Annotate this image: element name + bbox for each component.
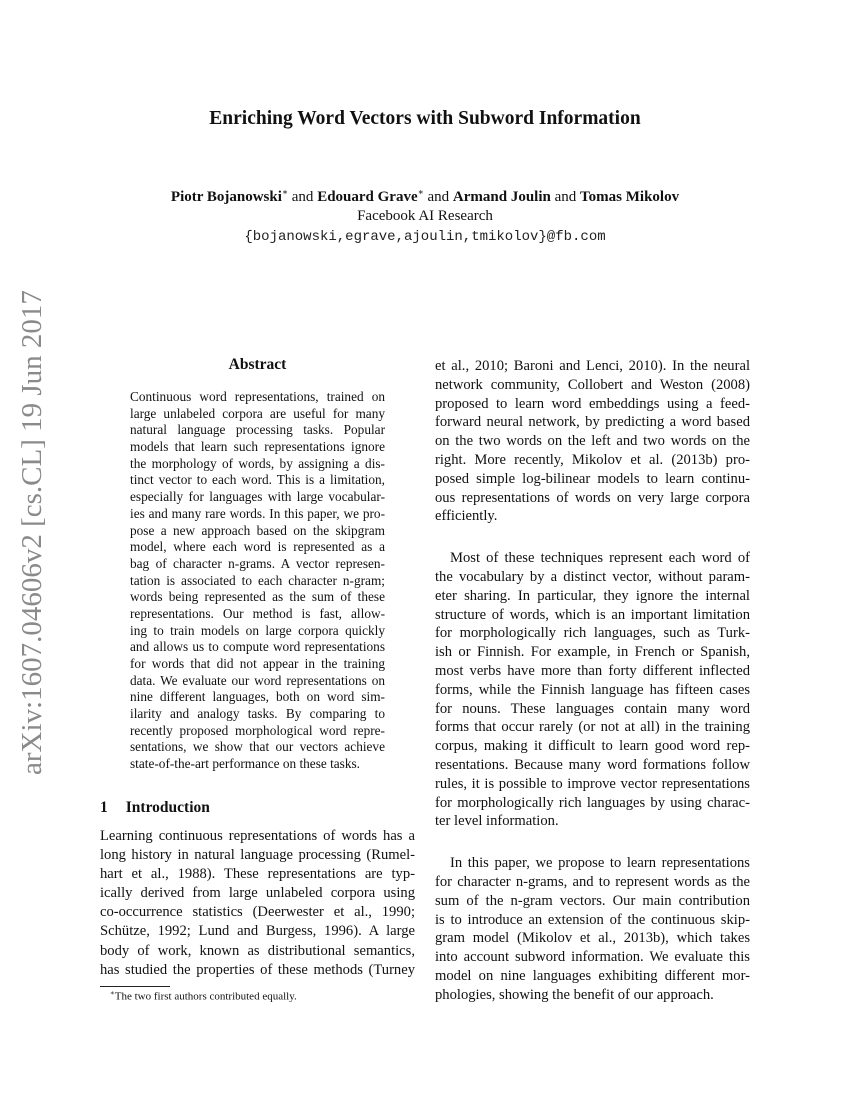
- author-name: Tomas Mikolov: [580, 189, 680, 205]
- text-line: the vocabulary by a distinct vector, without param-: [435, 568, 750, 585]
- text-line: In this paper, we propose to learn representations: [450, 855, 750, 872]
- text-line: into account subword information. We evaluate this: [435, 949, 750, 966]
- text-line: long history in natural language processing (Rumel-: [100, 847, 415, 864]
- text-line: rules, it is possible to improve vector representations: [435, 775, 750, 792]
- text-line: nine different languages, both on word sim-: [130, 689, 385, 705]
- text-line: ter level information.: [435, 813, 559, 830]
- text-line: pose a new approach based on the skipgram: [130, 522, 385, 538]
- text-line: ically derived from large unlabeled corpora using: [100, 885, 415, 902]
- text-line: for character n-grams, and to represent words as the: [435, 873, 750, 890]
- text-line: structure of words, which is an important limitation: [435, 606, 750, 623]
- text-line: hart et al., 1988). These representations are typ-: [100, 866, 415, 883]
- abstract-body: [130, 389, 385, 773]
- text-line: tinct vector to each word. This is a limitation,: [130, 472, 385, 488]
- right-column: [435, 357, 750, 1005]
- text-line: for morphologically rich languages by using charac-: [435, 794, 750, 811]
- text-line: for nouns. These languages contain many word: [435, 700, 750, 717]
- text-line: and allows us to compute word representations: [130, 639, 385, 655]
- text-line: data. We evaluate our word representations on: [130, 672, 385, 688]
- footnote-mark: ∗: [110, 989, 115, 997]
- text-line: ish or Finnish. For example, in French or Spanish,: [435, 644, 750, 661]
- text-line: large unlabeled corpora are useful for many: [130, 405, 385, 421]
- text-line: models that learn such representations ignore: [130, 439, 385, 455]
- author-mark: ∗: [417, 187, 424, 197]
- text-line: model on nine languages exhibiting different mor-: [435, 967, 750, 984]
- text-line: ilarity and analogy tasks. By comparing to: [130, 706, 385, 722]
- text-line: representations. Our method is fast, allow-: [130, 605, 385, 621]
- affiliation: Facebook AI Research: [357, 208, 493, 224]
- text-line: natural language processing tasks. Popular: [130, 422, 385, 438]
- text-line: eter sharing. In particular, they ignore the internal: [435, 587, 750, 604]
- text-line: network community, Collobert and Weston (2008): [435, 376, 750, 393]
- text-line: the morphology of words, by assigning a dis-: [130, 455, 385, 471]
- text-line: corpus, making it difficult to learn good word rep-: [435, 738, 750, 755]
- section-title: Introduction: [125, 799, 210, 816]
- author-name: Armand Joulin: [452, 189, 551, 205]
- author-sep: and: [288, 189, 318, 205]
- introduction-body: [100, 827, 415, 980]
- text-line: ies and many rare words. In this paper, we pro-: [130, 505, 385, 521]
- text-line: ous representations of words on very large corpora: [435, 489, 750, 506]
- text-line: ing to train models on large corpora quickly: [130, 622, 385, 638]
- text-line: has studied the properties of these methods (Turney: [100, 961, 415, 978]
- text-line: state-of-the-art performance on these tasks.: [130, 756, 361, 772]
- text-line: most verbs have more than forty different inflected: [435, 662, 750, 679]
- text-line: resentations. Because many word formations follow: [435, 756, 750, 773]
- footnote-text: The two first authors contributed equally.: [114, 990, 297, 1003]
- footnote: [110, 989, 297, 1003]
- author-sep: and: [423, 189, 453, 205]
- footnote-rule: [100, 986, 170, 987]
- text-line: for morphologically rich languages, such as Turk-: [435, 625, 750, 642]
- text-line: recently proposed morphological word repre-: [130, 722, 385, 738]
- text-line: forward neural network, by predicting a word based: [435, 414, 750, 431]
- text-line: on the two words on the left and two words on the: [435, 433, 750, 450]
- paper-title: Enriching Word Vectors with Subword Information: [209, 108, 641, 129]
- section-heading: [100, 799, 210, 817]
- text-line: bag of character n-grams. A vector represen-: [130, 555, 385, 571]
- text-line: posed simple log-bilinear models to learn continu-: [435, 470, 750, 487]
- email: {bojanowski,egrave,ajoulin,tmikolov}@fb.com: [244, 229, 606, 245]
- text-line: sentations, we show that our vectors achieve: [130, 739, 385, 755]
- author-mark: ∗: [281, 187, 289, 197]
- text-line: Schütze, 1992; Lund and Burgess, 1996). A large: [100, 923, 415, 940]
- text-line: Learning continuous representations of words has a: [100, 828, 415, 844]
- text-line: sum of the n-gram vectors. Our main contribution: [435, 892, 750, 909]
- abstract-heading: Abstract: [228, 356, 287, 373]
- text-line: right. More recently, Mikolov et al. (2013b) pro-: [435, 451, 750, 468]
- arxiv-stamp: arXiv:1607.04606v2 [cs.CL] 19 Jun 2017: [16, 290, 48, 775]
- text-line: especially for languages with large vocabular-: [130, 489, 385, 505]
- text-line: et al., 2010; Baroni and Lenci, 2010). In the neural: [435, 358, 750, 374]
- text-line: Continuous word representations, trained on: [130, 389, 385, 404]
- text-line: model, where each word is represented as a: [130, 539, 385, 555]
- text-line: efficiently.: [435, 508, 498, 525]
- author-sep: and: [550, 189, 581, 205]
- text-line: gram model (Mikolov et al., 2013b), which takes: [435, 930, 750, 947]
- text-line: for words that did not appear in the training: [130, 656, 385, 671]
- author-name: Piotr Bojanowski: [170, 189, 282, 205]
- text-line: phologies, showing the benefit of our approach.: [435, 986, 714, 1003]
- author-list: [0, 187, 850, 206]
- text-line: tation is associated to each character n-gram;: [130, 572, 385, 588]
- text-line: forms, while the Finnish language has fifteen cases: [435, 681, 750, 698]
- text-line: proposed to learn word embeddings using a feed-: [435, 395, 750, 412]
- section-number: 1: [100, 799, 108, 816]
- text-line: body of work, known as distributional semantics,: [100, 942, 415, 959]
- text-line: forms that occur rarely (or not at all) in the training: [435, 719, 750, 736]
- text-line: co-occurrence statistics (Deerwester et al., 1990;: [100, 904, 415, 921]
- text-line: is to introduce an extension of the continuous skip-: [435, 911, 750, 928]
- text-line: words being represented as the sum of these: [130, 589, 385, 605]
- text-line: Most of these techniques represent each word of: [450, 550, 750, 567]
- author-name: Edouard Grave: [317, 189, 418, 205]
